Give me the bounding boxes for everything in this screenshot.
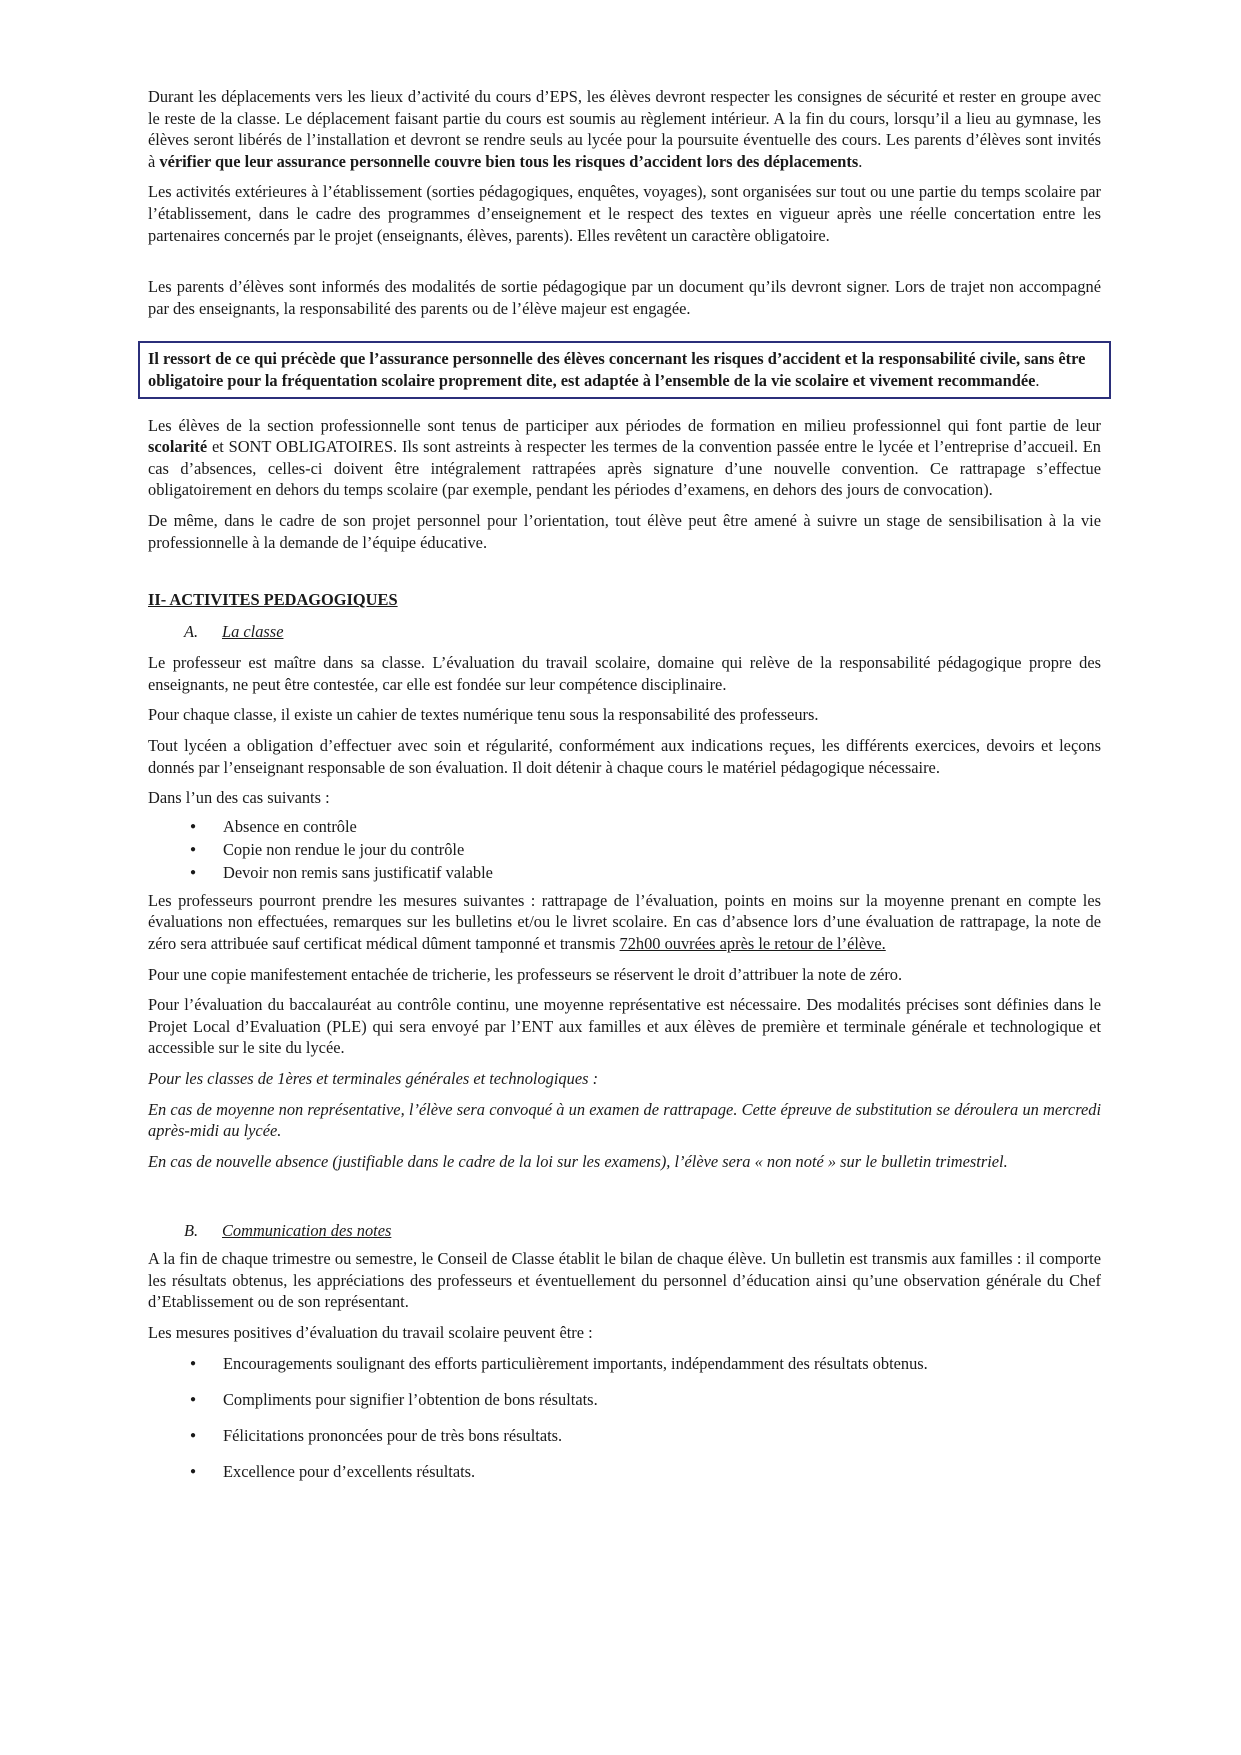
- paragraph-tricherie: Pour une copie manifestement entachée de tricherie, les professeurs se réservent le droit d’attribuer la note de zéro.: [148, 964, 903, 984]
- text: Durant les déplacements vers les lieux d’activité du cours d’EPS, les élèves devront respecter les consignes de sécurité et rester en groupe avec le reste de la classe. Le déplacement faisant partie du cours est soumis au règlement intérieur. A la fin du cours, lorsqu’il a lieu au gymnase, les élèves seront libérés de l’installation et devront se rendre seuls au lycée pour la poursuite éventuelle des cours. Les parents d’élèves sont invités à: [148, 87, 1101, 171]
- document-page: [148, 86, 1101, 1496]
- notice-tail: .: [1035, 370, 1040, 390]
- section-title: II- ACTIVITES PEDAGOGIQUES: [148, 590, 398, 610]
- paragraph-sortie-pedagogique: Les parents d’élèves sont informés des modalités de sortie pédagogique par un document qu’ils devront signer. Lors de trajet non accompagné par des enseignants, la responsabilité des parents ou de l’élève majeur est engagée.: [148, 277, 1101, 318]
- subsection-number: B.: [184, 1221, 199, 1241]
- text: .: [858, 151, 863, 171]
- paragraph-moyenne-non-representative: En cas de moyenne non représentative, l’élève sera convoqué à un examen de rattrapage. Cette épreuve de substitution se déroulera un mercredi après-midi au lycée.: [148, 1099, 1101, 1141]
- list-item: ● Excellence pour d’excellents résultats.: [148, 1460, 1101, 1483]
- list-item: ● Absence en contrôle: [148, 815, 1101, 838]
- notice-bold-text: Il ressort de ce qui précède que l’assurance personnelle des élèves concernant les risques d’accident et la responsabilité civile, sans être obligatoire pour la fréquentation scolaire proprement dite, est adaptée à l’ensemble de la vie scolaire et vivement recommandée: [148, 349, 1086, 390]
- list-item: ● Copie non rendue le jour du contrôle: [148, 838, 1101, 861]
- mesures-list: [148, 1352, 1101, 1483]
- paragraph-stage-sensibilisation: De même, dans le cadre de son projet personnel pour l’orientation, tout élève peut être amené à suivre un stage de sensibilisation à la vie professionnelle à la demande de l’équipe éducative.: [148, 510, 1101, 552]
- bold-text: scolarité: [148, 437, 208, 457]
- subsection-label: La classe: [222, 621, 284, 641]
- assurance-notice-box: [138, 341, 1111, 398]
- paragraph-cas-suivants: Dans l’un des cas suivants :: [148, 788, 330, 808]
- underlined-text: 72h00 ouvrées après le retour de l’élève.: [619, 934, 886, 954]
- subsection-number: A.: [184, 621, 199, 641]
- subsection-heading-a: [148, 621, 1101, 643]
- subsection-heading-b: [148, 1220, 1101, 1242]
- paragraph-mesures-professeurs: [148, 890, 1101, 955]
- list-item: ● Félicitations prononcées pour de très bons résultats.: [148, 1424, 1101, 1447]
- paragraph-cahier-textes: Pour chaque classe, il existe un cahier de textes numérique tenu sous la responsabilité des professeurs.: [148, 705, 819, 725]
- paragraph-activites-exterieures: Les activités extérieures à l’établissement (sorties pédagogiques, enquêtes, voyages), sont organisées sur tout ou une partie du temps scolaire par l’établissement, dans le cadre des programmes d’enseignement et le respect des textes en vigueur après une réelle concertation entre les partenaires concernés par le projet (enseignants, élèves, parents). Elles revêtent un caractère obligatoire.: [148, 182, 1101, 245]
- paragraph-baccalaureat: Pour l’évaluation du baccalauréat au contrôle continu, une moyenne représentative est nécessaire. Des modalités précises sont définies dans le Projet Local d’Evaluation (PLE) qui sera envoyé par l’ENT aux familles et aux élèves de première et terminale générale et technologique et accessible sur le site du lycée.: [148, 995, 1101, 1058]
- cases-list: [148, 815, 1101, 884]
- paragraph-eps-deplacements: [148, 86, 1101, 172]
- paragraph-classes-1eres: Pour les classes de 1ères et terminales générales et technologiques :: [148, 1069, 599, 1088]
- paragraph-mesures-positives: Les mesures positives d’évaluation du travail scolaire peuvent être :: [148, 1322, 593, 1342]
- paragraph-professeur: Le professeur est maître dans sa classe. L’évaluation du travail scolaire, domaine qui relève de la responsabilité pédagogique propre des enseignants, ne peut être contestée, car elle est fondée sur leur compétence disciplinaire.: [148, 653, 1101, 694]
- paragraph-obligation: Tout lycéen a obligation d’effectuer avec soin et régularité, conformément aux indications reçues, les différents exercices, devoirs et leçons donnés par l’enseignant responsable de son évaluation. Il doit détenir à chaque cours le matériel pédagogique nécessaire.: [148, 736, 1101, 777]
- list-item: ● Encouragements soulignant des efforts particulièrement importants, indépendamment des résultats obtenus.: [148, 1352, 1101, 1375]
- paragraph-section-professionnelle: [148, 415, 1101, 501]
- text: Les professeurs pourront prendre les mesures suivantes : rattrapage de l’évaluation, points en moins sur la moyenne prenant en compte les évaluations non effectuées, remarques sur les bulletins et/ou le livret scolaire. En cas d’absence lors d’une évaluation de rattrapage, la note de zéro sera attribuée sauf certificat médical dûment tamponné et transmis: [148, 890, 1101, 954]
- text: Les élèves de la section professionnelle sont tenus de participer aux périodes de formation en milieu professionnel qui font partie de leur: [148, 415, 1101, 435]
- subsection-label: Communication des notes: [222, 1221, 392, 1241]
- paragraph-conseil-classe: A la fin de chaque trimestre ou semestre, le Conseil de Classe établit le bilan de chaque élève. Un bulletin est transmis aux familles : il comporte les résultats obtenus, les appréciations des professeurs et éventuellement du personnel d’éducation ainsi qu’une observation générale du Chef d’Etablissement ou de son représentant.: [148, 1248, 1101, 1312]
- list-item: ● Compliments pour signifier l’obtention de bons résultats.: [148, 1388, 1101, 1411]
- list-item: ● Devoir non remis sans justificatif valable: [148, 861, 1101, 884]
- paragraph-nouvelle-absence: En cas de nouvelle absence (justifiable dans le cadre de la loi sur les examens), l’élève sera « non noté » sur le bulletin trimestriel.: [148, 1151, 1008, 1171]
- bold-text: vérifier que leur assurance personnelle couvre bien tous les risques d’accident lors des déplacements: [159, 151, 859, 171]
- text: et SONT OBLIGATOIRES. Ils sont astreints à respecter les termes de la convention passée entre le lycée et l’entreprise d’accueil. En cas d’absences, celles-ci doivent être intégralement rattrapées après signature d’une nouvelle convention. Ce rattrapage s’effectue obligatoirement en dehors du temps scolaire (par exemple, pendant les périodes d’examens, en dehors des jours de convocation).: [148, 437, 1101, 500]
